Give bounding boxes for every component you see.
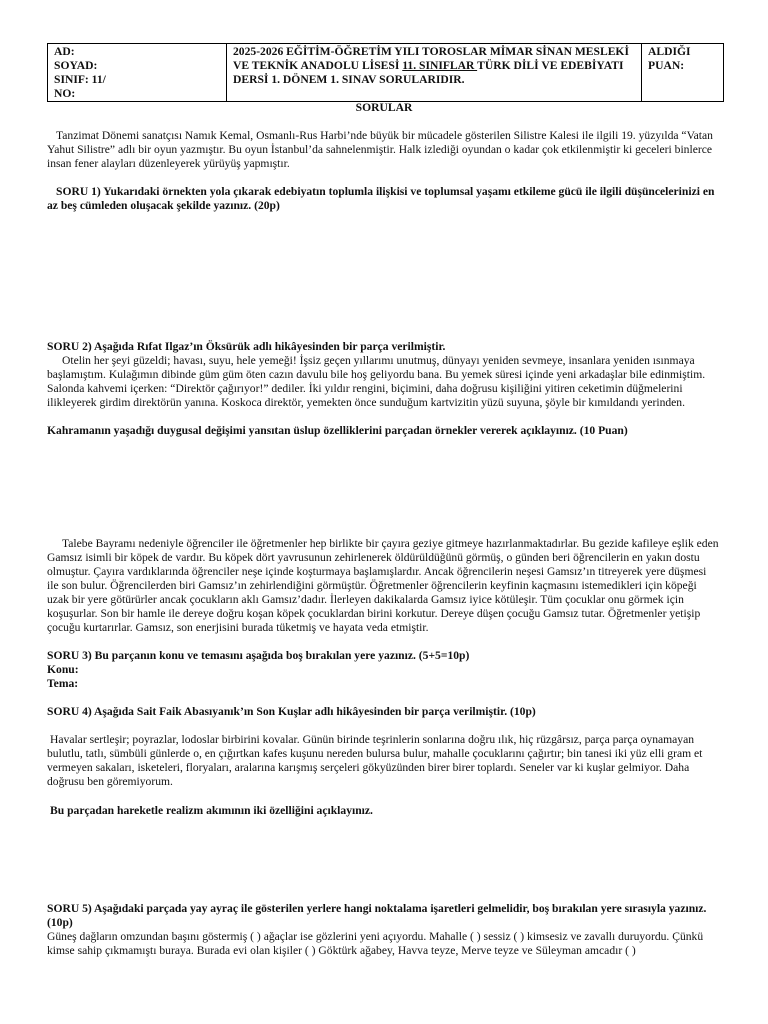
question-2-passage: Otelin her şeyi güzeldi; havası, suyu, hele yemeği! İşsiz geçen yıllarımı unutmuş, dünyayı yeniden sevmeye, insanlara yeniden ısınmaya başlamıştım. Kulağımın dibinde güm güm öten cazın davulu bile hoş geliyordu bana. Bu yemek süresi içinde yeni arkadaşlar bile edinmiştim. Salonda kahvemi içerken: “Direktör çağırıyor!” dediler. İki yıldır rengini, biçimini, daha doğrusu kişiliğini yitiren ceketimin düğmelerini ilikleyerek girdim direktörün yanına. Koskoca direktör, yemekten önce sunduğum kartvizitin yüzü suyuna, şöyle bir kımıldandı yerinden.: [47, 354, 706, 409]
score-label-line2: PUAN:: [648, 59, 685, 72]
section-title: SORULAR: [355, 101, 413, 114]
question-4-prompt: Bu parçadan hareketle realizm akımının iki özelliğini açıklayınız.: [50, 804, 373, 817]
question-3-passage: Talebe Bayramı nedeniyle öğrenciler ile öğretmenler hep birlikte bir çayıra geziye gitmeye hazırlanmaktadırlar. Bu gezide kafileye eşlik eden Gamsız isimli bir köpek de vardır. Bu köpek dört yavrusunun zehirlenerek öldürüldüğünü görmüş, o günden beri öğrencilerin en yakın dostu olmuştur. Çayıra vardıklarında öğrenciler neşe içinde koşturmaya başlamışlardır. Ancak öğrencilerin neşesi Gamsız’ın titreyerek yere düşmesi ile son bulur. Öğrencilerden biri Gamsız’ın zehirlendiğini görmüştür. Öğretmenler öğrencilerin keyfinin kaçmasını istemedikleri için köpeği uzak bir yere götürürler ancak çocukların aklı Gamsız’dadır. İlerleyen dakikalarda Gamsız iyice kötüleşir. Tüm çocuklar onu görmek için koşuşurlar. Son bir hamle ile dereye doğru koşan köpek çocuklardan birini korkutur. Dereye düşen çocuğu Gamsız tutar. Öğretmenler yetişip çocuğu kurtarırlar. Gamsız, son enerjisini burada tüketmiş ve hayata veda etmiştir.: [47, 537, 719, 634]
score-cell: [642, 44, 724, 102]
exam-header-table: [47, 43, 724, 102]
exam-title-part1: 2025-2026 EĞİTİM-ÖĞRETİM YILI TOROSLAR MİMAR SİNAN MESLEKİ VE TEKNİK ANADOLU LİSESİ: [233, 45, 629, 72]
question-4-passage: Havalar sertleşir; poyrazlar, lodoslar birbirini kovalar. Günün birinde teşrinlerin sonlarına doğru ılık, hiç rüzgârsız, parça parça oynamayan bulutlu, tatlı, sümbüli günlerde o, en çığırtkan kafes kuşunu nereden bulursa bulur, mahalle çocuklarını çağırtır; bin tanesi iki yüz elli gram et vermeyen sakaları, isketeleri, floryaları, aralarına karışmış serçeleri gökyüzünden birer birer toplardı. Seneler var ki kuşlar gelmiyor. Daha doğrusu ben göremiyorum.: [47, 733, 703, 788]
score-label-line1: ALDIĞI: [648, 45, 691, 58]
question-5-heading: SORU 5) Aşağıdaki parçada yay ayraç ile gösterilen yerlere hangi noktalama işaretleri gelmelidir, boş bırakılan yere sırasıyla yazınız. (10p): [47, 902, 707, 929]
student-number-label: NO:: [54, 87, 76, 100]
student-name-label: AD:: [54, 45, 75, 58]
student-class-label: SINIF: 11/: [54, 73, 106, 86]
question-4-heading: SORU 4) Aşağıda Sait Faik Abasıyanık’ın Son Kuşlar adlı hikâyesinden bir parça verilmiştir. (10p): [47, 705, 536, 718]
answer-area-2[interactable]: [47, 442, 719, 532]
question-1: SORU 1) Yukarıdaki örnekten yola çıkarak edebiyatın toplumla ilişkisi ve toplumsal yaşamı etkileme gücü ile ilgili düşüncelerinizi en az beş cümleden oluşacak şekilde yazınız. (20p): [47, 185, 715, 212]
topic-label[interactable]: Konu:: [47, 663, 79, 676]
exam-title-part2: TÜRK DİLİ VE EDEBİYATI DERSİ 1. DÖNEM 1. SINAV SORULARIDIR.: [233, 59, 624, 86]
question-3-prompt: SORU 3) Bu parçanın konu ve temasını aşağıda boş bırakılan yere yazınız. (5+5=10p): [47, 649, 470, 662]
answer-area-1[interactable]: [47, 227, 719, 337]
student-info-cell: [48, 44, 227, 102]
exam-title-cell: [227, 44, 642, 102]
student-surname-label: SOYAD:: [54, 59, 98, 72]
exam-title-grade: 11. SINIFLAR: [402, 59, 478, 72]
question-2-prompt: Kahramanın yaşadığı duygusal değişimi yansıtan üslup özelliklerini parçadan örnekler vererek açıklayınız. (10 Puan): [47, 424, 628, 437]
question-2-heading: SORU 2) Aşağıda Rıfat Ilgaz’ın Öksürük adlı hikâyesinden bir parça verilmiştir.: [47, 340, 446, 353]
answer-area-4[interactable]: [47, 822, 719, 898]
intro-passage: Tanzimat Dönemi sanatçısı Namık Kemal, Osmanlı-Rus Harbi’nde büyük bir mücadele gösterilen Silistre Kalesi ile ilgili 19. yüzyılda “Vatan Yahut Silistre” adlı bir oyun yazmıştır. Bu oyun İstanbul’da sahnelenmiştir. Halk izlediği oyundan o kadar çok etkilenmiştir ki geceleri binlerce insan fener alayları düzenleyerek yürüyüş yapmıştır.: [47, 129, 713, 170]
question-5-passage: Güneş dağların omzundan başını göstermiş ( ) ağaçlar ise gözlerini yeni açıyordu. Mahalle ( ) sessiz ( ) kimsesiz ve zavallı duruyordu. Çünkü kimse sahip çıkmamıştı buraya. Burada evi olan kişiler ( ) Göktürk ağabey, Havva teyze, Merve teyze ve Süleyman amcadır ( ): [47, 930, 704, 957]
theme-label[interactable]: Tema:: [47, 677, 79, 690]
